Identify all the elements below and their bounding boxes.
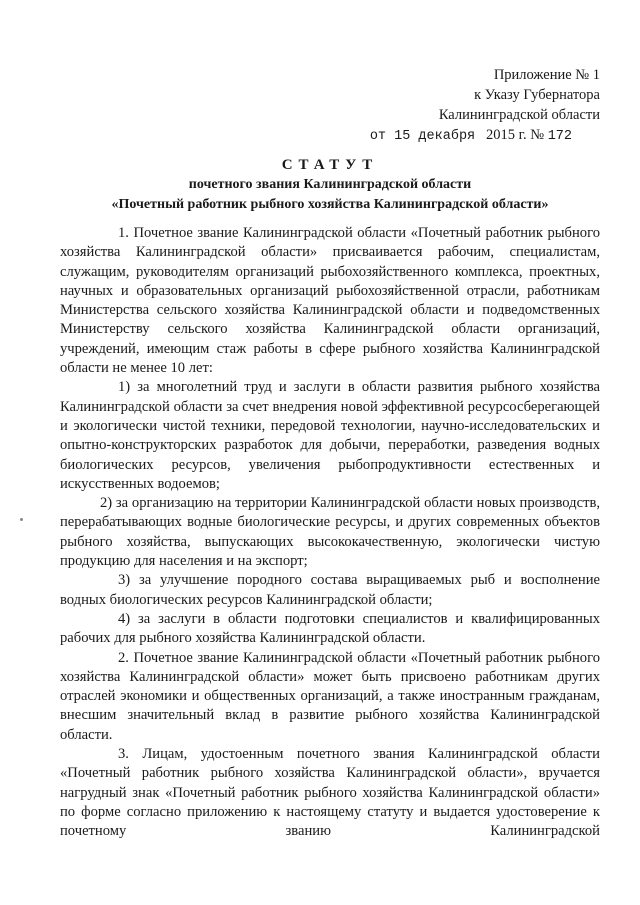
appendix-date: от 15 декабря (369, 129, 476, 144)
document-subtitle-2: «Почетный работник рыбного хозяйства Калининградской области» (111, 197, 549, 212)
scan-speck (20, 518, 23, 521)
paragraph-1-item-3: 3) за улучшение породного состава выращиваемых рыб и восполнение водных биологических ресурсов Калининградской области; (60, 572, 600, 608)
appendix-line-1: Приложение № 1 (493, 67, 600, 83)
paragraph-1-item-2: 2) за организацию на территории Калининградской области новых производств, перерабатывающих водные биологические ресурсы, и других современных объектов рыбного хозяйства, выпускающих высококачественную, экологически чистую продукцию для населения и на экспорт; (60, 495, 600, 570)
appendix-number: 172 (547, 129, 572, 144)
document-subtitle-1: почетного звания Калининградской области (188, 177, 472, 192)
document-body (60, 224, 600, 842)
appendix-block (340, 65, 600, 147)
paragraph-1-item-4: 4) за заслуги в области подготовки специалистов и квалифицированных рабочих для рыбного хозяйства Калининградской области. (60, 610, 600, 647)
document-heading (60, 155, 600, 215)
document-title: СТАТУТ (281, 157, 379, 173)
paragraph-2: 2. Почетное звание Калининградской области «Почетный работник рыбного хозяйства Калининградской области» может быть присвоено работникам других отраслей экономики и общественных организаций, а также иностранным гражданам, внесшим значительный вклад в развитие рыбного хозяйства Калининградской области. (60, 649, 600, 743)
paragraph-1: 1. Почетное звание Калининградской области «Почетный работник рыбного хозяйства Калининградской области» присваивается рабочим, специалистам, служащим, руководителям организаций рыбохозяйственного комплекса, проектных, научных и образовательных организаций рыбохозяйственной отрасли, работникам Министерства сельского хозяйства Калининградской области и подведомственных Министерству сельского хозяйства Калининградской области организаций, учреждений, имеющим стаж работы в сфере рыбного хозяйства Калининградской области не менее 10 лет: (60, 225, 600, 377)
appendix-date-line (340, 125, 572, 147)
paragraph-1-item-1: 1) за многолетний труд и заслуги в области развития рыбного хозяйства Калининградской области за счет внедрения новой эффективной ресурсосберегающей и экологически чистой техники, передовой технологии, научно-исследовательских и опытно-конструкторских разработок для добычи, переработки, разведения водных биологических ресурсов, увеличения рыбопродуктивности естественных и искусственных водоемов; (60, 379, 600, 492)
appendix-line-2: к Указу Губернатора (474, 87, 600, 103)
appendix-year: 2015 г. № (486, 127, 545, 143)
paragraph-3: 3. Лицам, удостоенным почетного звания Калининградской области «Почетный работник рыбного хозяйства Калининградской области», вручается нагрудный знак «Почетный работник рыбного хозяйства Калининградской области» по форме согласно приложению к настоящему статуту и выдается удостоверение к почетному званию Калининградской (60, 746, 600, 840)
appendix-line-3: Калининградской области (438, 107, 600, 123)
